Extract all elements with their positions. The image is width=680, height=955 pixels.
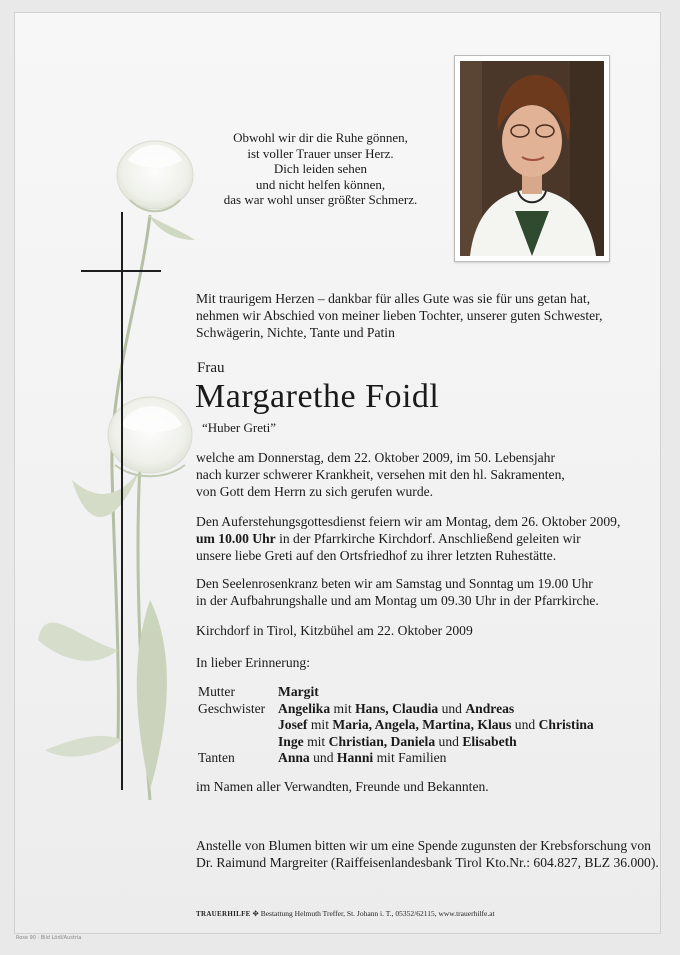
family-name: Inge — [278, 733, 304, 749]
family-name: Hanni — [336, 750, 374, 765]
family-name: Elisabeth — [462, 733, 517, 749]
footer-brand: TRAUERHILFE — [196, 910, 251, 918]
family-conj: mit — [307, 717, 333, 732]
memory-heading: In lieber Erinnerung: — [196, 655, 310, 670]
salutation: Frau — [197, 360, 225, 376]
family-name: Anna — [278, 750, 310, 765]
donation-notice — [196, 837, 659, 871]
family-conj: und — [511, 717, 539, 732]
family-conj: mit Familien — [373, 750, 447, 765]
nickname: “Huber Greti” — [202, 420, 276, 435]
family-label: Tanten — [198, 750, 235, 765]
intro-text — [196, 290, 603, 341]
family-name: Hans, Claudia — [355, 700, 439, 716]
funeral-notice — [196, 513, 620, 564]
family-name: Josef — [278, 717, 308, 732]
family-name: Christian, Daniela — [328, 733, 436, 749]
portrait-photo — [460, 61, 604, 256]
donation-line: Dr. Raimund Margreiter (Raiffeisenlandesbank Tirol Kto.Nr.: 604.827, BLZ 36.000). — [196, 855, 659, 870]
poem-line: und nicht helfen können, — [255, 176, 386, 192]
memorial-poem — [208, 130, 433, 208]
family-name: Maria, Angela, Martina, Klaus — [332, 717, 512, 732]
intro-line: Schwägerin, Nichte, Tante und Patin — [196, 325, 395, 340]
relatives-line: im Namen aller Verwandten, Freunde und Bekannten. — [196, 779, 489, 794]
funeral-line: unsere liebe Greti auf den Ortsfriedhof zu ihrer letzten Ruhestätte. — [196, 548, 557, 563]
funeral-line: Den Auferstehungsgottesdienst feiern wir am Montag, dem 26. Oktober 2009, — [196, 514, 621, 529]
image-credit: Rose 90 · Bild Lödl/Austria — [16, 935, 82, 941]
portrait-frame — [454, 55, 610, 262]
footer-logo-icon: ✥ — [252, 909, 259, 918]
death-notice — [196, 449, 565, 500]
family-name: Andreas — [465, 700, 515, 716]
donation-line: Anstelle von Blumen bitten wir um eine Spende zugunsten der Krebsforschung von — [196, 838, 651, 853]
footer — [196, 909, 495, 918]
family-name: Christina — [538, 717, 594, 732]
deceased-name: Margarethe Foidl — [195, 378, 440, 415]
death-line: nach kurzer schwerer Krankheit, versehen mit den hl. Sakramenten, — [196, 467, 565, 482]
funeral-line — [196, 530, 620, 547]
family-label: Geschwister — [198, 700, 266, 716]
funeral-line-rest: in der Pfarrkirche Kirchdorf. Anschließend geleiten wir — [275, 531, 581, 546]
rosary-line: in der Aufbahrungshalle und am Montag um 09.30 Uhr in der Pfarrkirche. — [196, 593, 599, 608]
poem-line: das war wohl unser größter Schmerz. — [223, 192, 418, 207]
family-label: Mutter — [198, 684, 235, 699]
cross-horizontal-bar — [81, 270, 161, 272]
rosary-line: Den Seelenrosenkranz beten wir am Samstag und Sonntag um 19.00 Uhr — [196, 576, 593, 591]
poem-line: Obwohl wir dir die Ruhe gönnen, — [233, 130, 408, 145]
intro-line: nehmen wir Abschied von meiner lieben Tochter, unserer guten Schwester, — [196, 308, 603, 323]
intro-line: Mit traurigem Herzen – dankbar für alles Gute was sie für uns getan hat, — [196, 291, 591, 306]
rosary-notice — [196, 575, 599, 609]
family-conj: und — [309, 750, 337, 765]
death-line: von Gott dem Herrn zu sich gerufen wurde. — [196, 484, 434, 499]
poem-line: Dich leiden sehen — [273, 161, 368, 176]
place-date: Kirchdorf in Tirol, Kitzbühel am 22. Oktober 2009 — [196, 623, 473, 638]
funeral-time: um 10.00 Uhr — [196, 531, 276, 546]
poem-line: ist voller Trauer unser Herz. — [247, 145, 394, 161]
family-name: Margit — [278, 684, 319, 699]
footer-text: Bestattung Helmuth Treffer, St. Johann i. T., 05352/62115, www.trauerhilfe.at — [260, 909, 495, 918]
family-conj: mit — [330, 700, 356, 716]
family-conj: und — [435, 733, 463, 749]
cross-vertical-bar — [121, 212, 123, 790]
family-conj: und — [438, 700, 466, 716]
family-name: Angelika — [278, 700, 331, 716]
death-line: welche am Donnerstag, dem 22. Oktober 2009, im 50. Lebensjahr — [196, 450, 556, 465]
family-conj: mit — [303, 733, 329, 749]
